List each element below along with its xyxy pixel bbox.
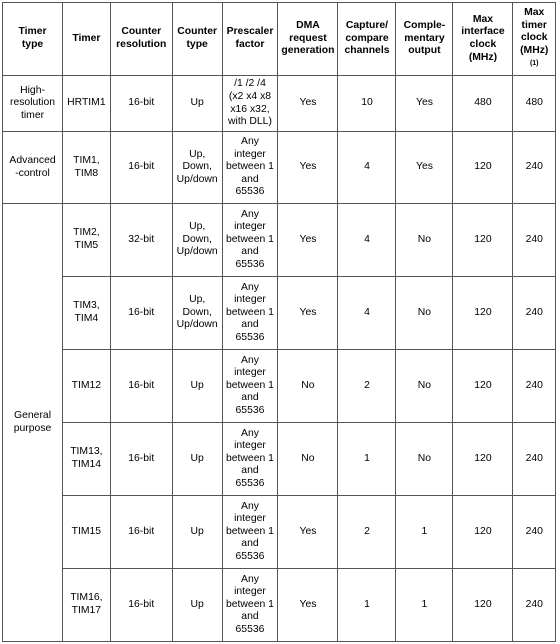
header-complementary-output: Comple- mentary output	[396, 3, 453, 76]
cell-timer-clock: 240	[513, 132, 556, 204]
cell-prescaler: Any integer between 1 and 65536	[222, 496, 278, 569]
cell-counter-type: Up, Down, Up/down	[172, 132, 222, 204]
cell-complementary: 1	[396, 496, 453, 569]
cell-interface-clock: 120	[453, 496, 513, 569]
timer-feature-table	[2, 2, 556, 642]
header-timer-type: Timer type	[3, 3, 63, 76]
table-row	[3, 204, 556, 277]
group-general-purpose: General purpose	[3, 204, 63, 642]
table-row	[3, 76, 556, 132]
header-max-timer-clock	[513, 3, 556, 76]
header-row	[3, 3, 556, 76]
table-row	[3, 132, 556, 204]
cell-timer: TIM2, TIM5	[63, 204, 111, 277]
cell-dma: Yes	[278, 76, 338, 132]
cell-counter-type: Up	[172, 569, 222, 642]
cell-channels: 1	[338, 569, 396, 642]
cell-interface-clock: 120	[453, 569, 513, 642]
group-advanced-control: Advanced -control	[3, 132, 63, 204]
cell-prescaler: Any integer between 1 and 65536	[222, 350, 278, 423]
header-timer: Timer	[63, 3, 111, 76]
cell-timer: TIM1, TIM8	[63, 132, 111, 204]
header-max-timer-clock-label: Max timer clock (MHz)	[520, 7, 549, 56]
cell-prescaler: Any integer between 1 and 65536	[222, 423, 278, 496]
cell-interface-clock: 120	[453, 277, 513, 350]
cell-timer-clock: 240	[513, 277, 556, 350]
group-high-resolution: High- resolution timer	[3, 76, 63, 132]
header-counter-type: Counter type	[172, 3, 222, 76]
header-counter-resolution: Counter resolution	[110, 3, 172, 76]
cell-complementary: 1	[396, 569, 453, 642]
cell-dma: Yes	[278, 204, 338, 277]
table-row	[3, 277, 556, 350]
cell-complementary: Yes	[396, 132, 453, 204]
cell-channels: 10	[338, 76, 396, 132]
cell-channels: 2	[338, 350, 396, 423]
cell-timer-clock: 240	[513, 204, 556, 277]
cell-resolution: 16-bit	[110, 132, 172, 204]
footnote-marker: (1)	[529, 60, 539, 68]
cell-counter-type: Up	[172, 350, 222, 423]
cell-timer: TIM3, TIM4	[63, 277, 111, 350]
cell-dma: Yes	[278, 496, 338, 569]
cell-interface-clock: 480	[453, 76, 513, 132]
cell-complementary: No	[396, 350, 453, 423]
cell-timer-clock: 240	[513, 350, 556, 423]
cell-complementary: No	[396, 277, 453, 350]
cell-timer: TIM16, TIM17	[63, 569, 111, 642]
cell-timer: TIM12	[63, 350, 111, 423]
cell-prescaler: Any integer between 1 and 65536	[222, 277, 278, 350]
cell-timer-clock: 240	[513, 423, 556, 496]
cell-interface-clock: 120	[453, 132, 513, 204]
cell-channels: 1	[338, 423, 396, 496]
header-dma-request: DMA request generation	[278, 3, 338, 76]
cell-counter-type: Up	[172, 76, 222, 132]
cell-resolution: 16-bit	[110, 277, 172, 350]
cell-channels: 4	[338, 132, 396, 204]
cell-complementary: No	[396, 423, 453, 496]
cell-channels: 2	[338, 496, 396, 569]
table-row	[3, 496, 556, 569]
cell-resolution: 16-bit	[110, 496, 172, 569]
cell-resolution: 16-bit	[110, 423, 172, 496]
cell-resolution: 16-bit	[110, 569, 172, 642]
cell-dma: Yes	[278, 569, 338, 642]
table-row	[3, 350, 556, 423]
cell-dma: No	[278, 423, 338, 496]
table-row	[3, 423, 556, 496]
cell-timer: TIM15	[63, 496, 111, 569]
cell-dma: Yes	[278, 132, 338, 204]
header-prescaler-factor: Prescaler factor	[222, 3, 278, 76]
cell-prescaler: Any integer between 1 and 65536	[222, 204, 278, 277]
cell-timer: HRTIM1	[63, 76, 111, 132]
cell-prescaler: Any integer between 1 and 65536	[222, 132, 278, 204]
cell-timer: TIM13, TIM14	[63, 423, 111, 496]
table-row	[3, 569, 556, 642]
cell-prescaler: /1 /2 /4 (x2 x4 x8 x16 x32, with DLL)	[222, 76, 278, 132]
cell-channels: 4	[338, 277, 396, 350]
cell-counter-type: Up	[172, 423, 222, 496]
cell-timer-clock: 240	[513, 496, 556, 569]
header-capture-compare: Capture/ compare channels	[338, 3, 396, 76]
cell-resolution: 16-bit	[110, 76, 172, 132]
cell-timer-clock: 240	[513, 569, 556, 642]
cell-complementary: No	[396, 204, 453, 277]
cell-resolution: 16-bit	[110, 350, 172, 423]
cell-resolution: 32-bit	[110, 204, 172, 277]
cell-prescaler: Any integer between 1 and 65536	[222, 569, 278, 642]
cell-counter-type: Up, Down, Up/down	[172, 277, 222, 350]
cell-dma: Yes	[278, 277, 338, 350]
cell-complementary: Yes	[396, 76, 453, 132]
cell-channels: 4	[338, 204, 396, 277]
header-max-interface-clock: Max interface clock (MHz)	[453, 3, 513, 76]
cell-timer-clock: 480	[513, 76, 556, 132]
cell-dma: No	[278, 350, 338, 423]
cell-interface-clock: 120	[453, 423, 513, 496]
cell-interface-clock: 120	[453, 350, 513, 423]
cell-counter-type: Up	[172, 496, 222, 569]
cell-counter-type: Up, Down, Up/down	[172, 204, 222, 277]
cell-interface-clock: 120	[453, 204, 513, 277]
